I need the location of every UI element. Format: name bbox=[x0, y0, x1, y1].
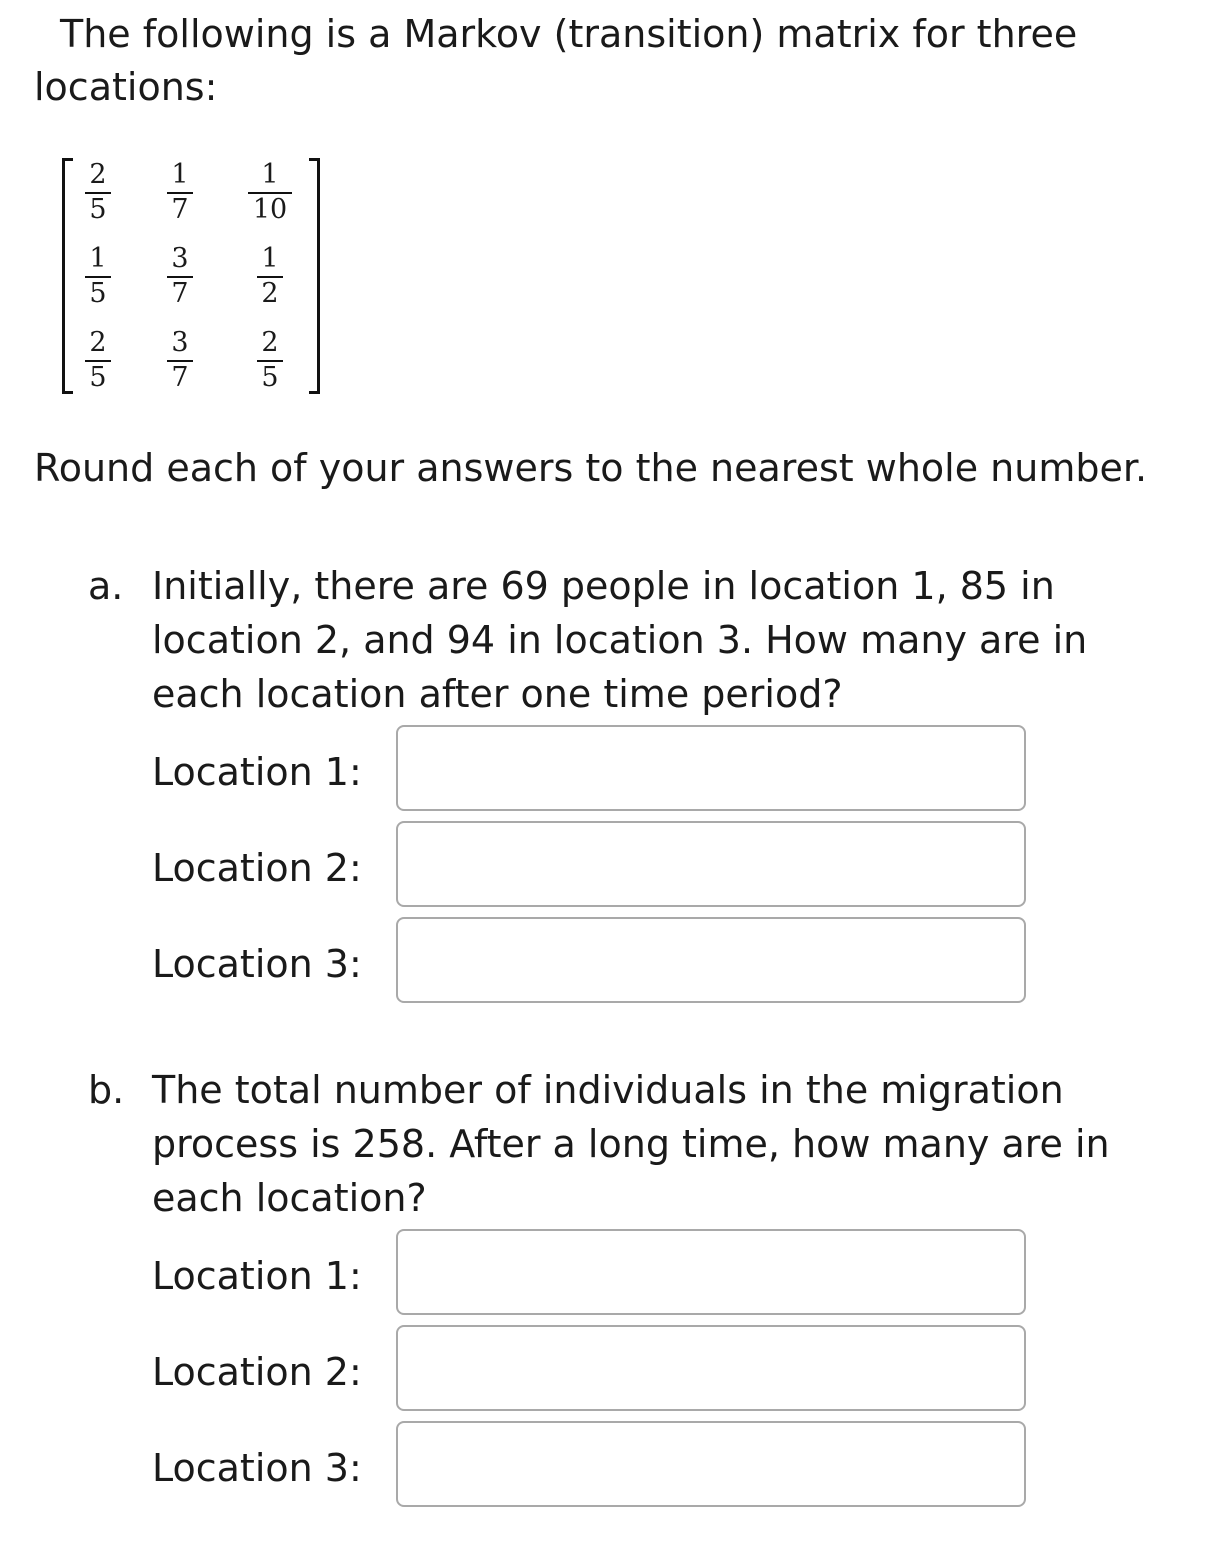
matrix-right-bracket bbox=[309, 158, 320, 394]
rounding-instructions: Round each of your answers to the nearest whole number. bbox=[34, 446, 1148, 490]
part-b-location-2-label: Location 2: bbox=[152, 1350, 362, 1394]
part-a-location-3-input[interactable] bbox=[396, 917, 1026, 1003]
matrix-cell-r3c3: $\frac{2}{5}$ bbox=[242, 328, 298, 393]
matrix-cell-r1c2: $\frac{1}{7}$ bbox=[152, 160, 208, 225]
part-b-location-3-input[interactable] bbox=[396, 1421, 1026, 1507]
intro-text: The following is a Markov (transition) matrix for three locations: bbox=[34, 12, 1078, 109]
part-a-question: Initially, there are 69 people in location 1, 85 in location 2, and 94 in location 3. How many are in each location after one time period? bbox=[152, 564, 1088, 716]
part-a-location-1-label: Location 1: bbox=[152, 750, 362, 794]
matrix-cell-r1c1: $\frac{2}{5}$ bbox=[70, 160, 126, 225]
matrix-cell-r2c3: $\frac{1}{2}$ bbox=[242, 244, 298, 309]
part-a-location-1-input[interactable] bbox=[396, 725, 1026, 811]
part-a-location-2-input[interactable] bbox=[396, 821, 1026, 907]
matrix-cell-r3c2: $\frac{3}{7}$ bbox=[152, 328, 208, 393]
part-a-marker: a. bbox=[88, 564, 124, 608]
part-a-location-3-label: Location 3: bbox=[152, 942, 362, 986]
part-b-location-3-label: Location 3: bbox=[152, 1446, 362, 1490]
part-a-location-2-label: Location 2: bbox=[152, 846, 362, 890]
matrix-cell-r2c2: $\frac{3}{7}$ bbox=[152, 244, 208, 309]
transition-matrix bbox=[62, 158, 320, 393]
part-b-location-1-input[interactable] bbox=[396, 1229, 1026, 1315]
matrix-cell-r3c1: $\frac{2}{5}$ bbox=[70, 328, 126, 393]
matrix-cell-r1c3: $\frac{1}{10}$ bbox=[242, 160, 298, 225]
part-b-location-1-label: Location 1: bbox=[152, 1254, 362, 1298]
part-b-question: The total number of individuals in the migration process is 258. After a long time, how many are in each location? bbox=[152, 1068, 1110, 1220]
part-b-marker: b. bbox=[88, 1068, 125, 1112]
matrix-cell-r2c1: $\frac{1}{5}$ bbox=[70, 244, 126, 309]
part-b-location-2-input[interactable] bbox=[396, 1325, 1026, 1411]
